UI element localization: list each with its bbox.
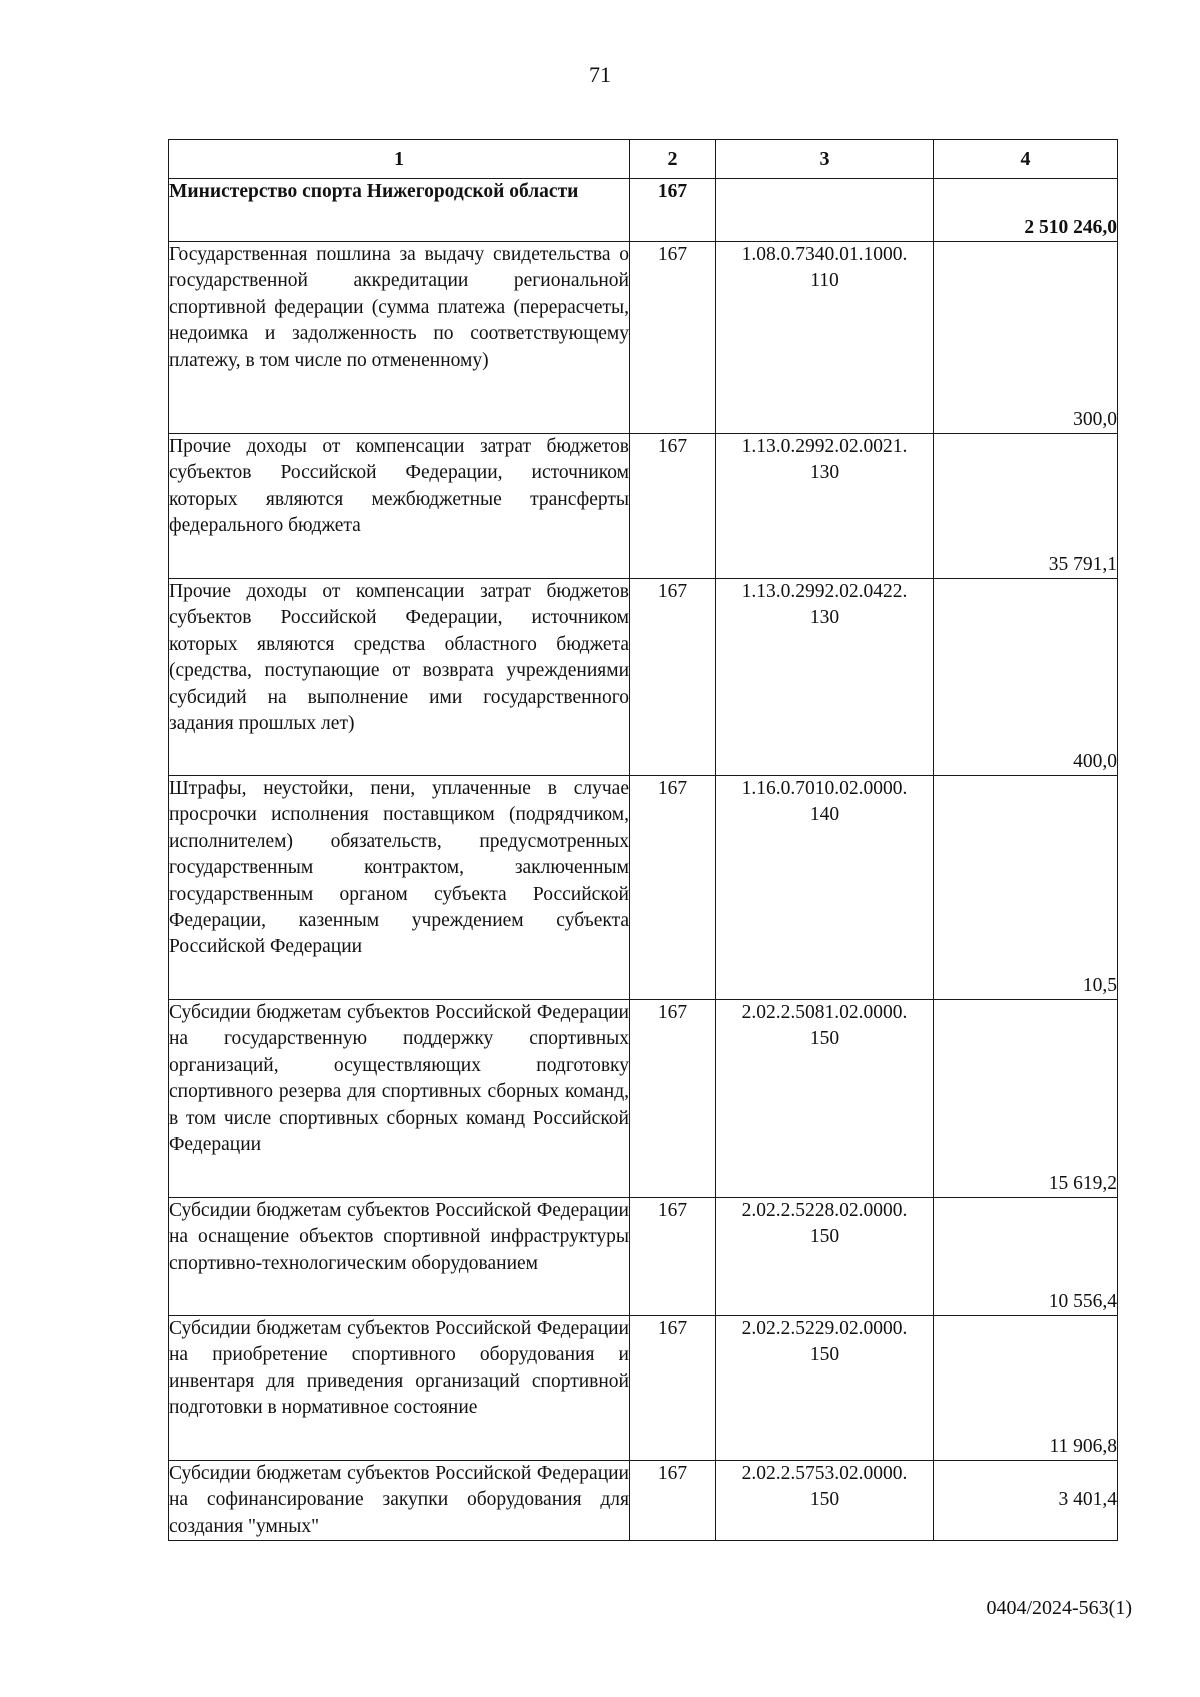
row-classification-code xyxy=(716,1000,934,1198)
table-row xyxy=(169,1316,1118,1461)
row-code-line2: 140 xyxy=(809,804,840,826)
table-row xyxy=(169,242,1118,434)
row-admin-code: 167 xyxy=(630,1316,716,1461)
column-header-1: 1 xyxy=(169,140,630,179)
row-code-line1: 1.16.0.7010.02.0000. xyxy=(741,778,908,799)
row-admin-code: 167 xyxy=(630,1461,716,1541)
row-code-line1: 1.08.0.7340.01.1000. xyxy=(741,244,908,265)
table-row xyxy=(169,434,1118,579)
row-code-line1: 2.02.2.5081.02.0000. xyxy=(741,1002,908,1023)
row-name: Штрафы, неустойки, пени, уплаченные в случае просрочки исполнения поставщиком (подрядчиком, исполнителем) обязательств, предусмотренных государственным контрактом, заключенным государственным органом субъекта Российской Федерации, казенным учреждением субъекта Российской Федерации xyxy=(169,776,630,1000)
row-name: Субсидии бюджетам субъектов Российской Федерации на государственную поддержку спортивных организаций, осуществляющих подготовку спортивного резерва для спортивных сборных команд, в том числе спортивных сборных команд Российской Федерации xyxy=(169,1000,630,1198)
page-number: 71 xyxy=(589,62,611,87)
row-name: Министерство спорта Нижегородской области xyxy=(169,179,630,242)
row-classification-code xyxy=(716,242,934,434)
row-amount: 15 619,2 xyxy=(934,1000,1118,1198)
table-row xyxy=(169,1461,1118,1541)
row-admin-code: 167 xyxy=(630,1198,716,1316)
column-header-3: 3 xyxy=(716,140,934,179)
row-classification-code xyxy=(716,179,934,242)
row-classification-code xyxy=(716,776,934,1000)
row-name: Субсидии бюджетам субъектов Российской Федерации на оснащение объектов спортивной инфраструктуры спортивно-технологическим оборудованием xyxy=(169,1198,630,1316)
table-row xyxy=(169,1000,1118,1198)
row-amount: 2 510 246,0 xyxy=(934,179,1118,242)
header-row xyxy=(169,140,1118,179)
budget-table xyxy=(168,139,1118,1541)
row-name: Субсидии бюджетам субъектов Российской Федерации на софинансирование закупки оборудования для создания "умных" xyxy=(169,1461,630,1541)
row-amount: 35 791,1 xyxy=(934,434,1118,579)
row-amount: 10 556,4 xyxy=(934,1198,1118,1316)
row-classification-code xyxy=(716,1316,934,1461)
column-header-2: 2 xyxy=(630,140,716,179)
row-name: Субсидии бюджетам субъектов Российской Федерации на приобретение спортивного оборудования и инвентаря для приведения организаций спортивной подготовки в нормативное состояние xyxy=(169,1316,630,1461)
row-admin-code: 167 xyxy=(630,179,716,242)
row-code-line1: 1.13.0.2992.02.0422. xyxy=(741,581,908,602)
row-code-line2: 130 xyxy=(809,607,840,629)
row-admin-code: 167 xyxy=(630,434,716,579)
row-amount: 300,0 xyxy=(934,242,1118,434)
row-classification-code xyxy=(716,434,934,579)
row-amount: 10,5 xyxy=(934,776,1118,1000)
row-name: Прочие доходы от компенсации затрат бюджетов субъектов Российской Федерации, источником которых являются средства областного бюджета (средства, поступающие от возврата учреждениями субсидий на выполнение ими государственного задания прошлых лет) xyxy=(169,579,630,776)
row-admin-code: 167 xyxy=(630,776,716,1000)
table-row xyxy=(169,179,1118,242)
row-amount: 3 401,4 xyxy=(934,1461,1118,1541)
table-row xyxy=(169,579,1118,776)
column-header-4: 4 xyxy=(934,140,1118,179)
row-admin-code: 167 xyxy=(630,579,716,776)
row-admin-code: 167 xyxy=(630,1000,716,1198)
row-code-line2: 150 xyxy=(809,1028,840,1050)
row-code-line2: 110 xyxy=(810,270,839,292)
document-registration-code: 0404/2024-563(1) xyxy=(986,1597,1132,1619)
row-admin-code: 167 xyxy=(630,242,716,434)
row-code-line1: 2.02.2.5229.02.0000. xyxy=(741,1318,908,1339)
row-code-line1: 1.13.0.2992.02.0021. xyxy=(741,436,908,457)
row-code-line2: 130 xyxy=(809,462,840,484)
row-code-line2: 150 xyxy=(809,1226,840,1248)
row-amount: 11 906,8 xyxy=(934,1316,1118,1461)
table-row xyxy=(169,1198,1118,1316)
row-code-line1: 2.02.2.5753.02.0000. xyxy=(741,1463,908,1484)
row-code-line2: 150 xyxy=(809,1489,840,1511)
row-classification-code xyxy=(716,1198,934,1316)
row-classification-code xyxy=(716,579,934,776)
row-amount: 400,0 xyxy=(934,579,1118,776)
row-classification-code xyxy=(716,1461,934,1541)
row-code-line2: 150 xyxy=(809,1344,840,1366)
table-row xyxy=(169,776,1118,1000)
row-name: Прочие доходы от компенсации затрат бюджетов субъектов Российской Федерации, источником которых являются межбюджетные трансферты федерального бюджета xyxy=(169,434,630,579)
row-name: Государственная пошлина за выдачу свидетельства о государственной аккредитации региональной спортивной федерации (сумма платежа (перерасчеты, недоимка и задолженность по соответствующему платежу, в том числе по отмененному) xyxy=(169,242,630,434)
row-code-line1: 2.02.2.5228.02.0000. xyxy=(741,1200,908,1221)
